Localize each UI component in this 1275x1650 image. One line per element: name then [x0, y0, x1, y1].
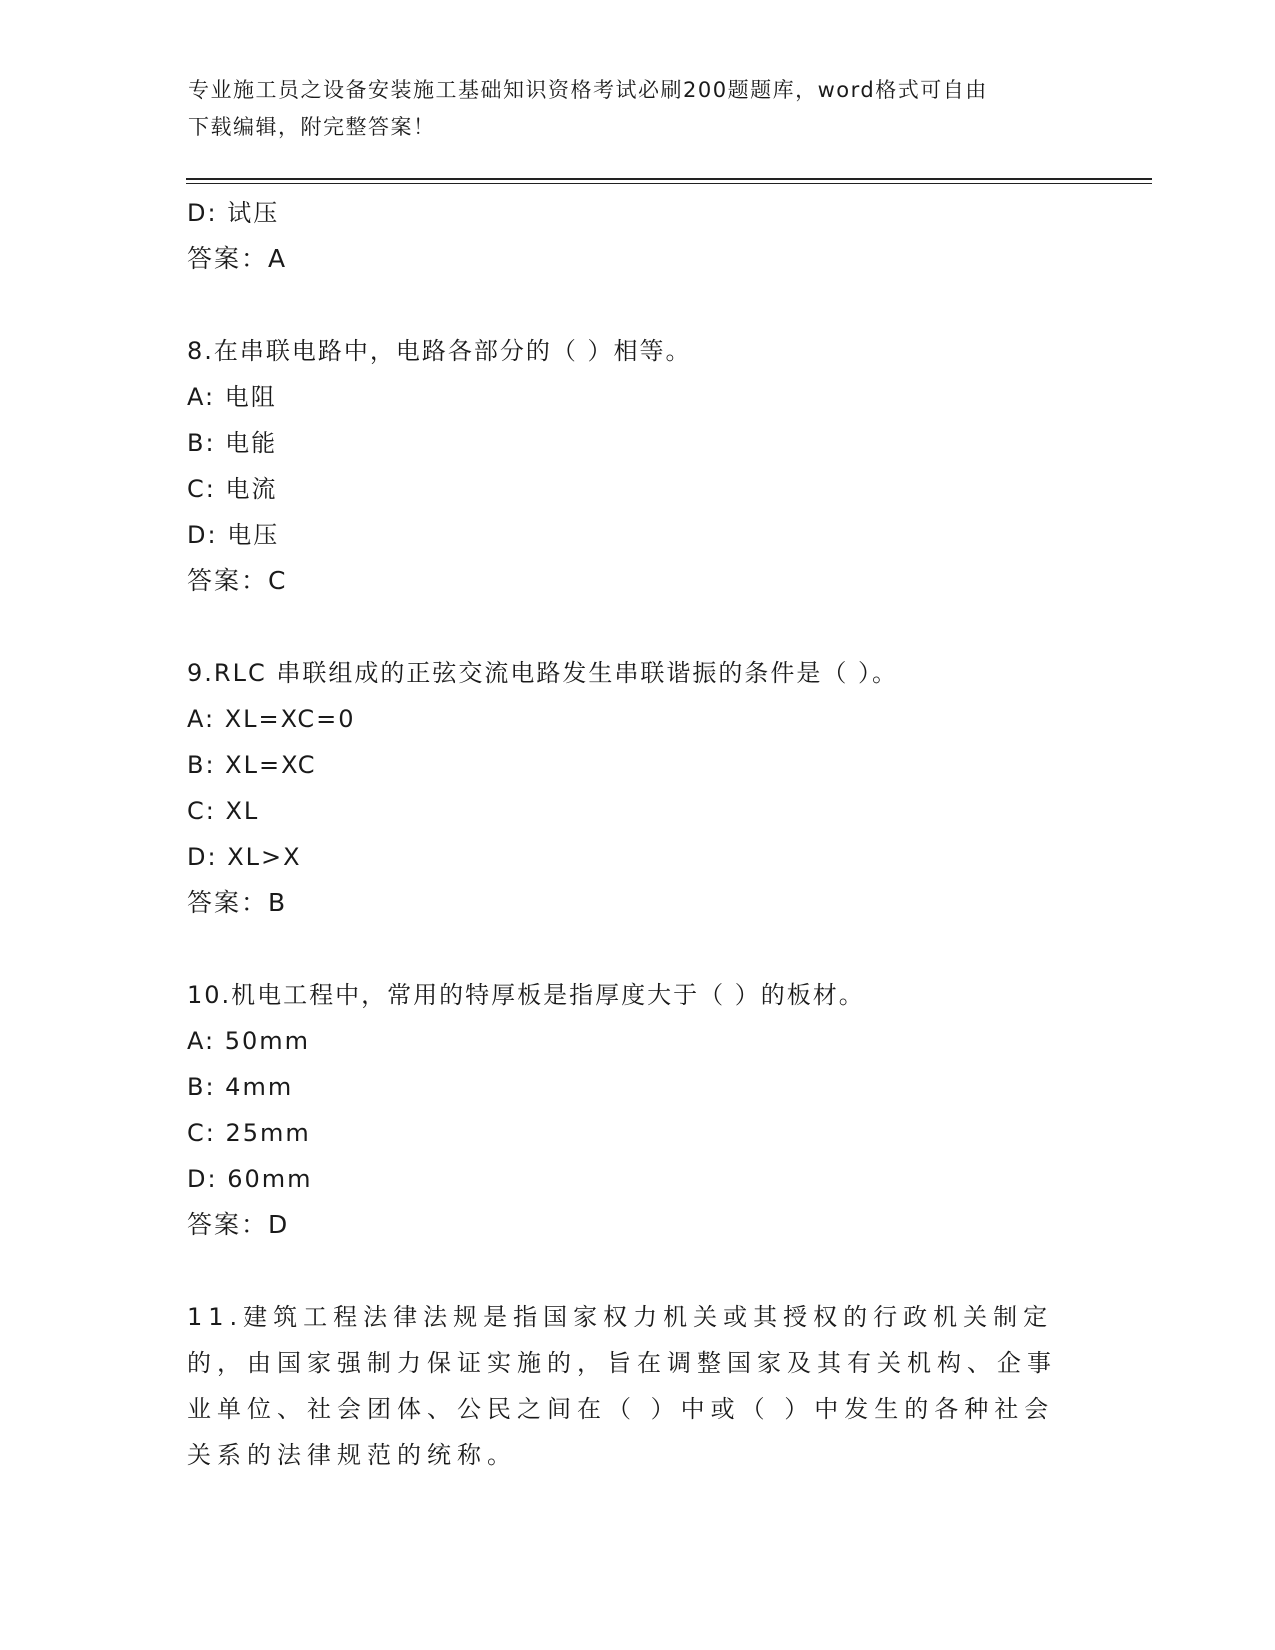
q7-answer: 答案：A	[187, 244, 288, 273]
q9-option-a: A: XL=XC=0	[187, 705, 356, 733]
q8-stem: 8.在串联电路中，电路各部分的（ ）相等。	[187, 337, 692, 365]
q9-answer: 答案：B	[187, 888, 288, 917]
header-title-line-1: 专业施工员之设备安装施工基础知识资格考试必刷200题题库，word格式可自由	[188, 78, 988, 102]
header-title-line-2: 下载编辑，附完整答案！	[188, 115, 436, 139]
q9-stem: 9.RLC 串联组成的正弦交流电路发生串联谐振的条件是（ ）。	[187, 659, 898, 687]
q9-option-b: B: XL=XC	[187, 751, 317, 779]
q9-option-c: C: XL	[187, 797, 260, 825]
question-list	[187, 190, 1087, 1478]
q10-stem: 10.机电工程中，常用的特厚板是指厚度大于（ ）的板材。	[187, 981, 865, 1009]
q10-option-d: D: 60mm	[187, 1165, 313, 1193]
q9-option-d: D: XL>X	[187, 843, 302, 871]
q10-option-a: A: 50mm	[187, 1027, 311, 1055]
document-header	[188, 72, 1068, 146]
q8-option-b: B: 电能	[187, 429, 278, 457]
q8-option-a: A: 电阻	[187, 383, 277, 411]
q8-option-d: D: 电压	[187, 521, 280, 549]
q7-option-d: D: 试压	[187, 199, 280, 227]
header-divider-thick	[186, 178, 1152, 180]
header-divider-thin	[186, 183, 1152, 184]
q8-answer: 答案：C	[187, 566, 288, 595]
q8-option-c: C: 电流	[187, 475, 278, 503]
q10-answer: 答案：D	[187, 1210, 290, 1239]
q11-stem: 11.建筑工程法律法规是指国家权力机关或其授权的行政机关制定的，由国家强制力保证实施的，旨在调整国家及其有关机构、企事业单位、社会团体、公民之间在（ ）中或（ ）中发生的各种社会关系的法律规范的统称。	[187, 1303, 1057, 1469]
q10-option-c: C: 25mm	[187, 1119, 311, 1147]
q10-option-b: B: 4mm	[187, 1073, 294, 1101]
